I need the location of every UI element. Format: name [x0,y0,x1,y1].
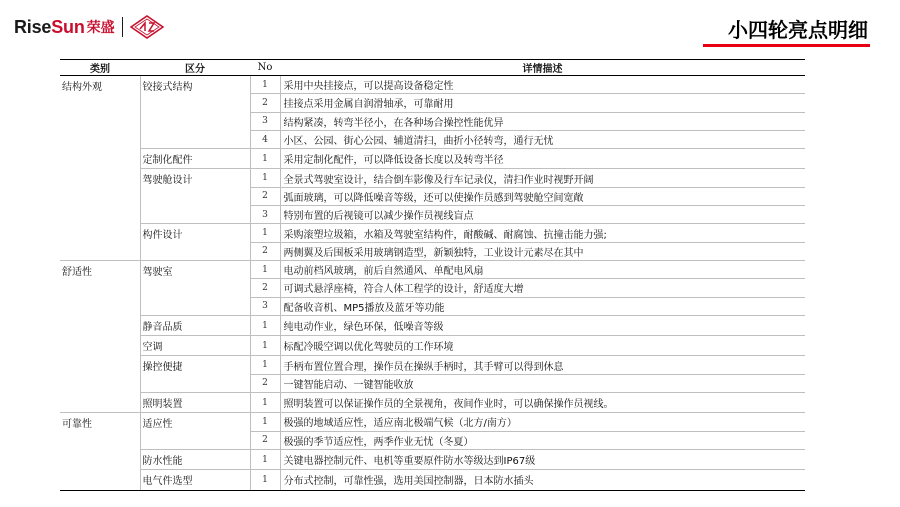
row-number: 2 [250,242,280,260]
description-cell: 特别布置的后视镜可以减少操作员视线盲点 [280,206,805,224]
title-underline [703,44,870,47]
brand-name: RiseSun [14,16,85,37]
subcategory-cell: 空调 [140,336,250,356]
header-no: No [250,60,280,76]
description-cell: 极强的地域适应性，适应南北极端气候（北方/南方） [280,413,805,431]
table-row [60,393,805,413]
description-cell: 关键电器控制元件、电机等重要原件防水等级达到IP67级 [280,449,805,469]
subcategory-cell: 驾驶室 [140,260,250,315]
description-cell: 纯电动作业，绿色环保，低噪音等级 [280,315,805,335]
brand-name-cn: 荣盛 [86,20,115,36]
row-number: 1 [250,260,280,278]
header-description: 详情描述 [280,60,805,76]
subcategory-cell: 驾驶舱设计 [140,169,250,224]
description-cell: 采购滚塑垃圾箱，水箱及驾驶室结构件，耐酸碱、耐腐蚀、抗撞击能力强; [280,224,805,242]
subcategory-cell: 照明装置 [140,393,250,413]
row-number: 2 [250,94,280,112]
row-number: 1 [250,356,280,374]
row-number: 1 [250,393,280,413]
description-cell: 分布式控制，可靠性强，选用美国控制器，日本防水插头 [280,470,805,490]
description-cell: 两侧翼及后围板采用玻璃钢造型，新颖独特，工业设计元素尽在其中 [280,242,805,260]
description-cell: 照明装置可以保证操作员的全景视角，夜间作业时，可以确保操作员视线。 [280,393,805,413]
description-cell: 极强的季节适应性，两季作业无忧（冬夏） [280,431,805,449]
description-cell: 手柄布置位置合理，操作员在操纵手柄时，其手臂可以得到休息 [280,356,805,374]
row-number: 2 [250,279,280,297]
description-cell: 小区、公园、街心公园、辅道清扫，曲折小径转弯，通行无忧 [280,130,805,148]
row-number: 1 [250,169,280,187]
subcategory-cell: 构件设计 [140,224,250,261]
header-subcategory: 区分 [140,60,250,76]
table-row [60,315,805,335]
row-number: 2 [250,374,280,392]
row-number: 1 [250,76,280,94]
row-number: 1 [250,149,280,169]
table-row [60,336,805,356]
category-cell: 结构外观 [60,76,140,261]
table-row [60,149,805,169]
table-row [60,356,805,374]
row-number: 2 [250,431,280,449]
row-number: 1 [250,315,280,335]
row-number: 1 [250,224,280,242]
subcategory-cell: 操控便捷 [140,356,250,393]
subcategory-cell: 铰接式结构 [140,76,250,149]
table-row [60,224,805,242]
description-cell: 配备收音机、MP5播放及蓝牙等功能 [280,297,805,315]
row-number: 1 [250,336,280,356]
table-row [60,449,805,469]
description-cell: 结构紧凑，转弯半径小，在各种场合操控性能优异 [280,112,805,130]
description-cell: 电动前档风玻璃，前后自然通风、单配电风扇 [280,260,805,278]
page-title: 小四轮亮点明细 [728,18,868,42]
row-number: 3 [250,297,280,315]
row-number: 4 [250,130,280,148]
subcategory-cell: 适应性 [140,413,250,450]
category-cell: 舒适性 [60,260,140,412]
table-row [60,76,805,94]
highlights-table [60,59,805,491]
table-row [60,413,805,431]
row-number: 1 [250,449,280,469]
table-header-row [60,60,805,76]
subcategory-cell: 防水性能 [140,449,250,469]
row-number: 1 [250,470,280,490]
description-cell: 可调式悬浮座椅，符合人体工程学的设计，舒适度大增 [280,279,805,297]
row-number: 3 [250,206,280,224]
row-number: 2 [250,187,280,205]
row-number: 1 [250,413,280,431]
description-cell: 弧面玻璃，可以降低噪音等级，还可以使操作员感到驾驶舱空间宽敞 [280,187,805,205]
table-row [60,470,805,490]
description-cell: 全景式驾驶室设计，结合倒车影像及行车记录仪，清扫作业时视野开阔 [280,169,805,187]
subcategory-cell: 定制化配件 [140,149,250,169]
subcategory-cell: 电气件选型 [140,470,250,490]
logo-divider [122,17,123,37]
table-row [60,169,805,187]
category-cell: 可靠性 [60,413,140,490]
row-number: 3 [250,112,280,130]
description-cell: 采用中央挂接点，可以提高设备稳定性 [280,76,805,94]
table-row [60,260,805,278]
brand-logo [14,14,164,40]
rs-emblem-icon [130,15,164,39]
description-cell: 标配冷暖空调以优化驾驶员的工作环境 [280,336,805,356]
header-category: 类别 [60,60,140,76]
description-cell: 挂接点采用金属自润滑轴承，可靠耐用 [280,94,805,112]
description-cell: 采用定制化配件，可以降低设备长度以及转弯半径 [280,149,805,169]
description-cell: 一键智能启动、一键智能收放 [280,374,805,392]
subcategory-cell: 静音品质 [140,315,250,335]
